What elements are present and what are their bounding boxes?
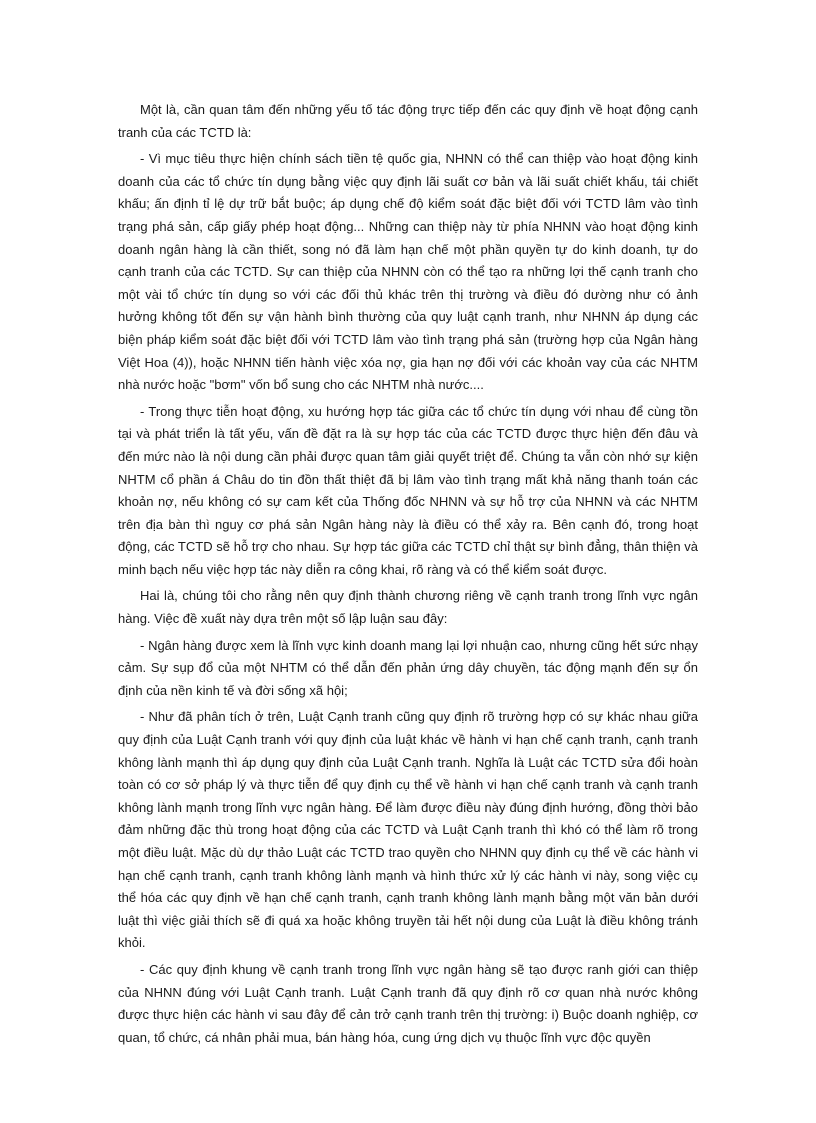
paragraph-5: - Ngân hàng được xem là lĩnh vực kinh doanh mang lại lợi nhuận cao, nhưng cũng hết sức nhạy cảm. Sự sụp đổ của một NHTM có thể dẫn đến phản ứng dây chuyền, tác động mạnh đến sự ổn định của nền kinh tế và đời sống xã hội; [118, 637, 698, 698]
document-page [118, 99, 698, 1053]
paragraph-6: - Như đã phân tích ở trên, Luật Cạnh tranh cũng quy định rõ trường hợp có sự khác nhau giữa quy định của Luật Cạnh tranh với quy định của luật khác về hành vi hạn chế cạnh tranh, cạnh tranh không lành mạnh thì áp dụng quy định của Luật Cạnh tranh. Nghĩa là Luật các TCTD sửa đổi hoàn toàn có cơ sở pháp lý và thực tiễn để quy định cụ thể về hành vi hạn chế cạnh tranh và cạnh tranh không lành mạnh trong lĩnh vực ngân hàng. Để làm được điều này đúng định hướng, đồng thời bảo đảm những đặc thù trong hoạt động của các TCTD và Luật Cạnh tranh thì khó có thể làm rõ trong một điều luật. Mặc dù dự thảo Luật các TCTD trao quyền cho NHNN quy định cụ thể về các hành vi hạn chế cạnh tranh, cạnh tranh không lành mạnh và hình thức xử lý các hành vi này, song việc cụ thể hóa các quy định về hạn chế cạnh tranh, cạnh tranh không lành mạnh bằng một văn bản dưới luật thì việc giải thích sẽ đi quá xa hoặc không truyền tải hết nội dung của Luật là điều không tránh khỏi. [118, 709, 698, 951]
paragraph-3: - Trong thực tiễn hoạt động, xu hướng hợp tác giữa các tổ chức tín dụng với nhau để cùng tồn tại và phát triển là tất yếu, vấn đề đặt ra là sự hợp tác của các TCTD được thực hiện đến đâu và đến mức nào là nội dung cần phải được quan tâm giải quyết triệt để. Chúng ta vẫn còn nhớ sự kiện NHTM cổ phần á Châu do tin đồn thất thiệt đã bị lâm vào tình trạng mất khả năng thanh toán các khoản nợ, nếu không có sự cam kết của Thống đốc NHNN và sự hỗ trợ của NHNN và các NHTM trên địa bàn thì nguy cơ phá sản Ngân hàng này là điều có thể xảy ra. Bên cạnh đó, trong hoạt động, các TCTD sẽ hỗ trợ cho nhau. Sự hợp tác giữa các TCTD chỉ thật sự bình đẳng, thân thiện và minh bạch nếu việc hợp tác này diễn ra công khai, rõ ràng và có thể kiểm soát được. [118, 403, 698, 577]
paragraph-7: - Các quy định khung về cạnh tranh trong lĩnh vực ngân hàng sẽ tạo được ranh giới can thiệp của NHNN đúng với Luật Cạnh tranh. Luật Cạnh tranh đã quy định rõ cơ quan nhà nước không được thực hiện các hành vi sau đây để cản trở cạnh tranh trên thị trường: i) Buộc doanh nghiệp, cơ quan, tổ chức, cá nhân phải mua, bán hàng hóa, cung ứng dịch vụ thuộc lĩnh vực độc quyền [118, 961, 698, 1045]
paragraph-1: Một là, cần quan tâm đến những yếu tố tác động trực tiếp đến các quy định về hoạt động cạnh tranh của các TCTD là: [118, 102, 698, 140]
paragraph-2: - Vì mục tiêu thực hiện chính sách tiền tệ quốc gia, NHNN có thể can thiệp vào hoạt động kinh doanh của các tổ chức tín dụng bằng việc quy định lãi suất cơ bản và lãi suất chiết khấu, tái chiết khấu; ấn định tỉ lệ dự trữ bắt buộc; áp dụng chế độ kiểm soát đặc biệt đối với TCTD lâm vào tình trạng phá sản, cấp giấy phép hoạt động... Những can thiệp này từ phía NHNN vào hoạt động kinh doanh ngân hàng là cần thiết, song nó đã làm hạn chế một phần quyền tự do kinh doanh, tự do cạnh tranh của các TCTD. Sự can thiệp của NHNN còn có thể tạo ra những lợi thế cạnh tranh cho một vài tổ chức tín dụng so với các đối thủ khác trên thị trường và điều đó dường như có ảnh hưởng không tốt đến sự vận hành bình thường của quy luật cạnh tranh, như NHNN áp dụng các biện pháp kiểm soát đặc biệt đối với TCTD lâm vào tình trạng phá sản (trường hợp của Ngân hàng Việt Hoa (4)), hoặc NHNN tiến hành việc xóa nợ, gia hạn nợ đối với các khoản vay của các NHTM nhà nước hoặc "bơm" vốn bổ sung cho các NHTM nhà nước.... [118, 151, 698, 393]
paragraph-4: Hai là, chúng tôi cho rằng nên quy định thành chương riêng về cạnh tranh trong lĩnh vực ngân hàng. Việc đề xuất này dựa trên một số lập luận sau đây: [118, 588, 698, 627]
